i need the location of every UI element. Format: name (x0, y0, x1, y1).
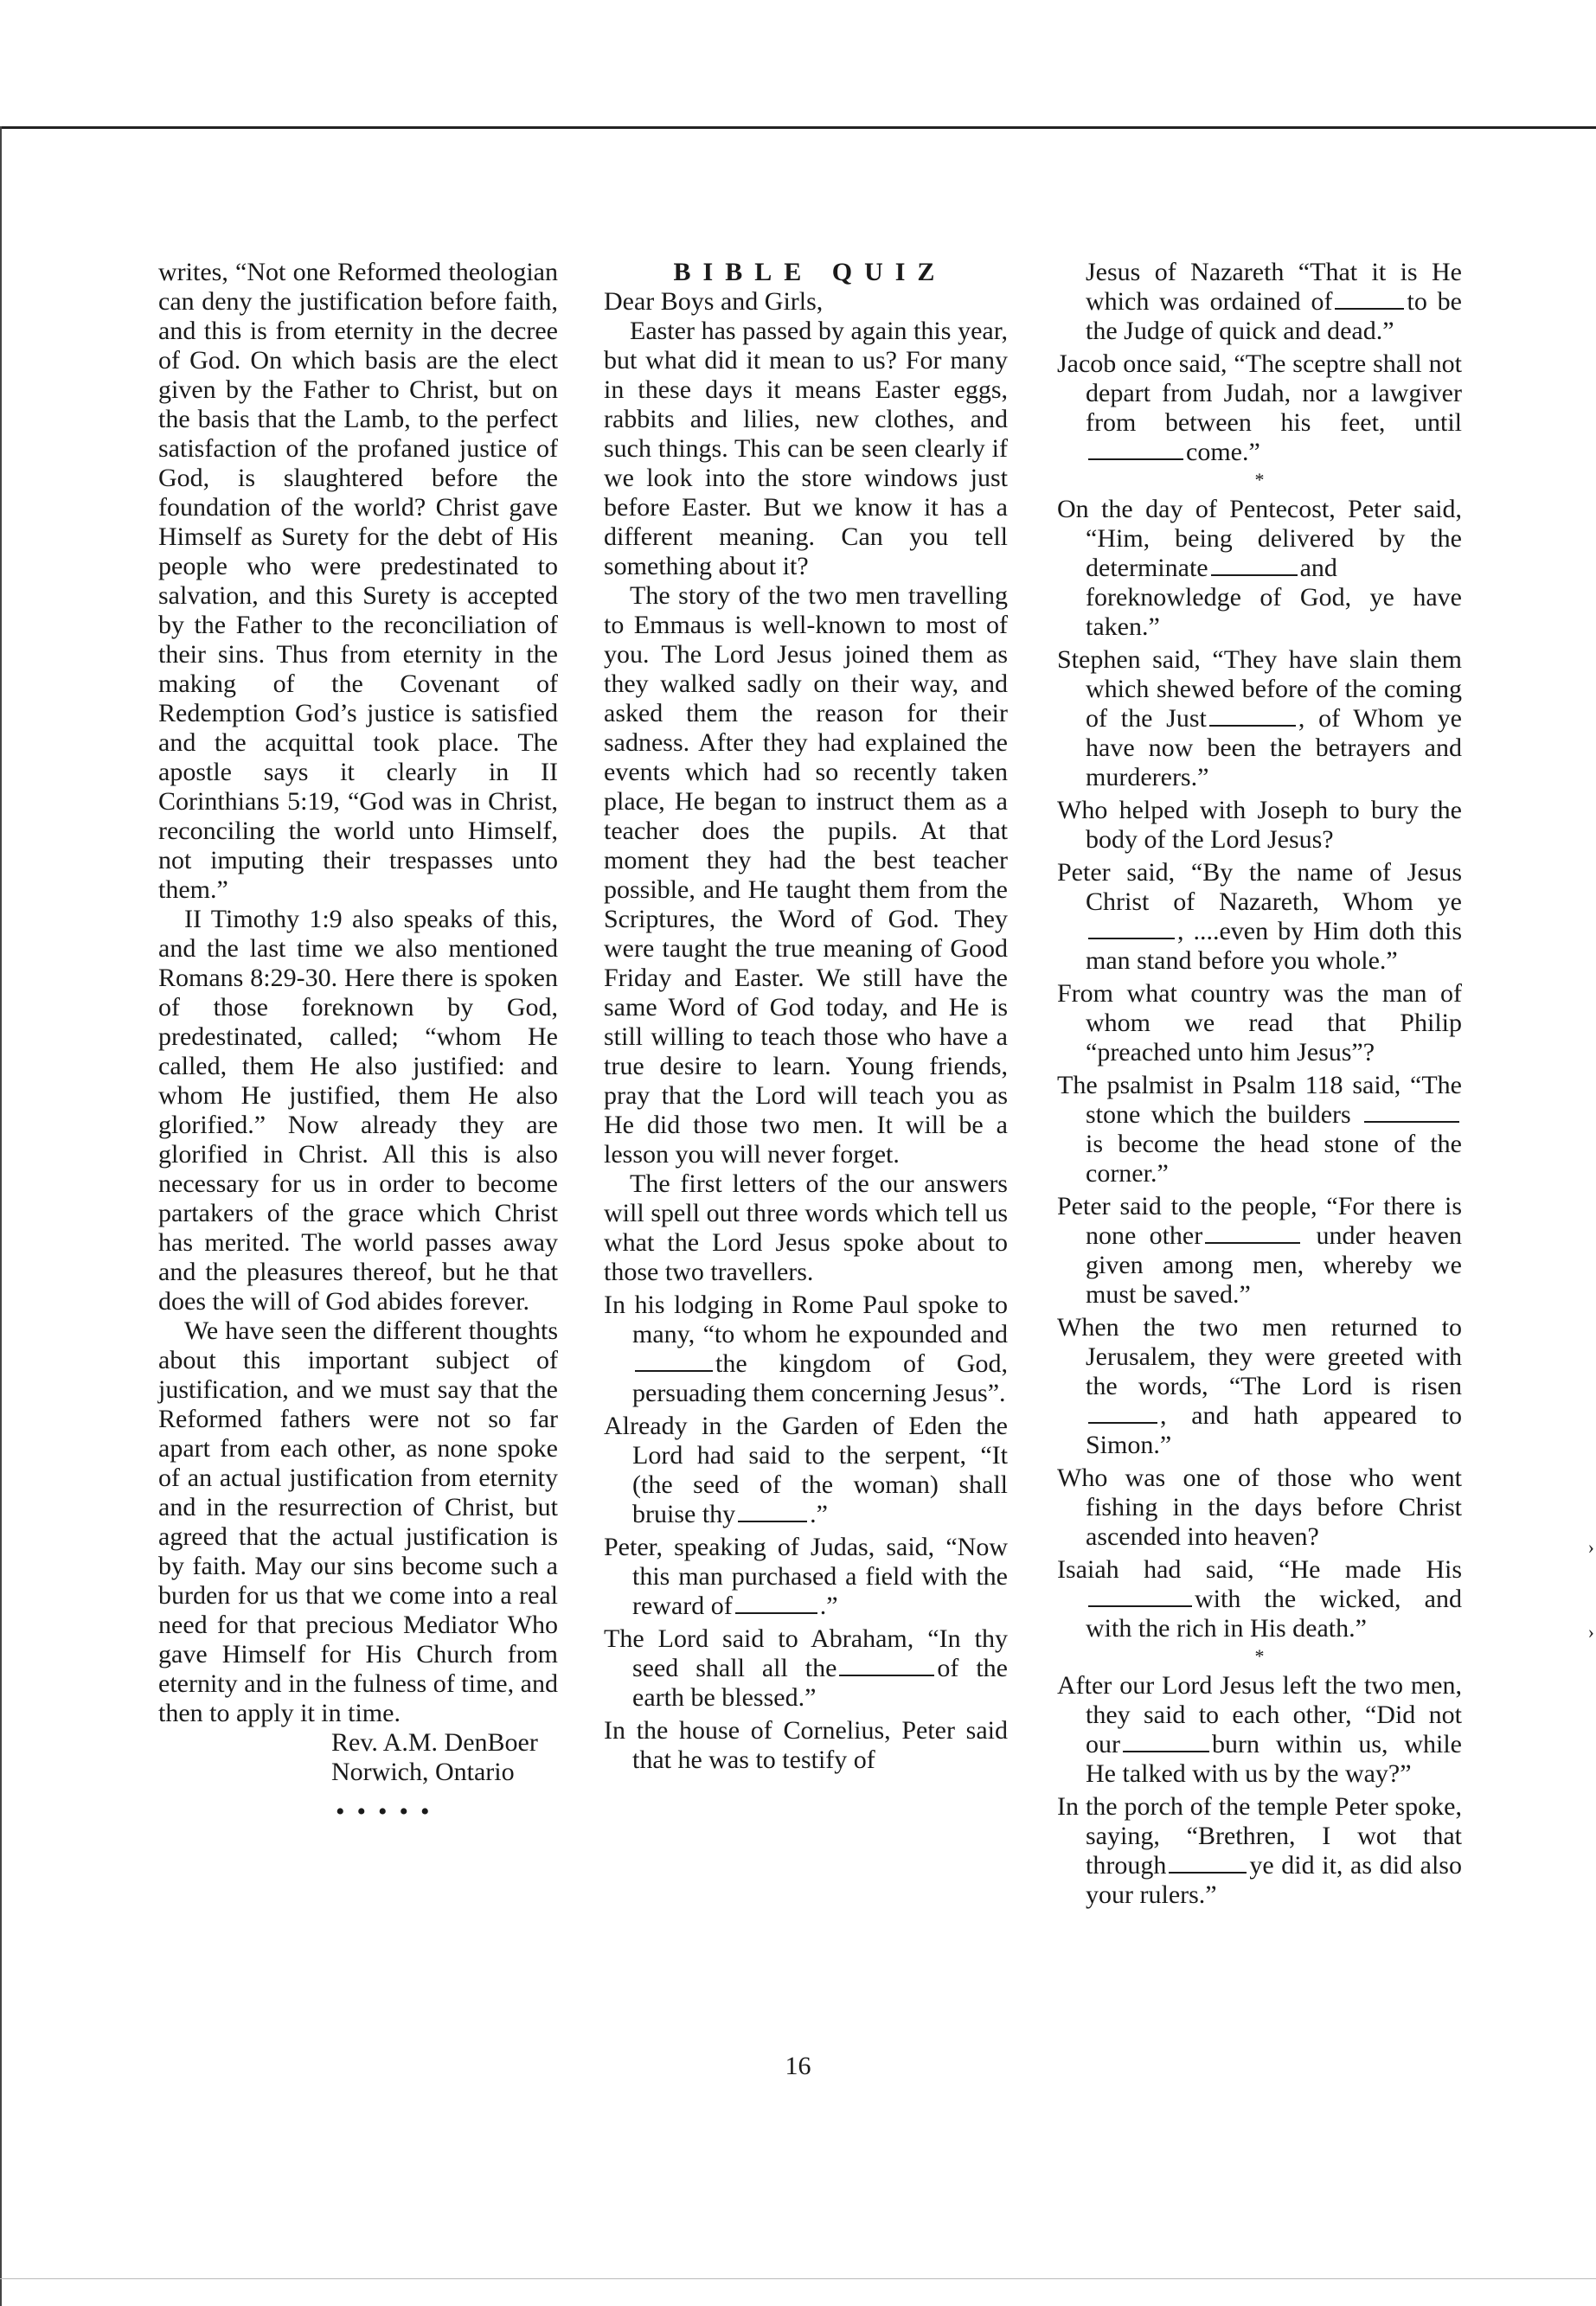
left-page-edge (0, 126, 2, 2306)
quiz-question: After our Lord Jesus left the two men, they said to each other, “Did not our burn within us, while He talked with us by the way?” (1057, 1671, 1462, 1788)
quiz-question: Isaiah had said, “He made His with the wicked, and with the rich in His death.” (1057, 1555, 1462, 1643)
column-bible-quiz (604, 258, 1008, 1775)
answer-blank[interactable] (1088, 1419, 1157, 1424)
quiz-question: Peter said to the people, “For there is none other under heaven given among men, whereby we must be saved.” (1057, 1192, 1462, 1309)
answer-blank[interactable] (1205, 1239, 1300, 1244)
column-article-end (158, 258, 558, 1827)
column-quiz-continued (1057, 258, 1462, 1910)
signature-place: Norwich, Ontario (331, 1758, 515, 1786)
quiz-question: When the two men returned to Jerusalem, they were greeted with the words, “The Lord is risen, and hath appeared to Simon.” (1057, 1313, 1462, 1459)
answer-blank[interactable] (1088, 1602, 1192, 1607)
quiz-question: Peter, speaking of Judas, said, “Now this man purchased a field with the reward of .” (604, 1533, 1008, 1620)
answer-blank[interactable] (1209, 721, 1296, 727)
quiz-title: BIBLE QUIZ (673, 258, 947, 286)
separator-star: * (1254, 469, 1265, 490)
answer-blank[interactable] (635, 1367, 713, 1372)
quiz-question: Already in the Garden of Eden the Lord had said to the serpent, “It (the seed of the woman) shall bruise thy .” (604, 1412, 1008, 1528)
answer-blank[interactable] (738, 1517, 807, 1522)
page-number: 16 (785, 2052, 811, 2080)
article-paragraph: We have seen the different thoughts about this important subject of justification, and we must say that the Reformed fathers were not so far apart from each other, as none spoke of an actual justification from eternity and in the resurrection of Christ, but agreed that the actual justification is by faith. May our sins become such a burden for us that we come into a real need for that precious Mediator Who gave Himself for His Church from eternity and in the fulness of time, and then to apply it in time. (158, 1316, 558, 1727)
answer-blank[interactable] (1123, 1747, 1209, 1752)
answer-blank[interactable] (1335, 304, 1404, 310)
article-paragraph: II Timothy 1:9 also speaks of this, and the last time we also mentioned Romans 8:29-30. Here there is spoken of those foreknown by God, predestinated, called; “whom He called, them He also justified: and whom He justified, them He also glorified.” Now already they are glorified in Christ. All this is also necessary for us in order to become partakers of the grace which Christ has merited. The world passes away and the pleasures thereof, but he that does the will of God abides forever. (158, 905, 558, 1316)
quiz-question: In the porch of the temple Peter spoke, saying, “Brethren, I wot that through ye did it, as did also your rulers.” (1057, 1792, 1462, 1909)
quiz-question: Stephen said, “They have slain them which shewed before of the coming of the Just , of Whom ye have now been the betrayers and murderers.” (1057, 645, 1462, 791)
quiz-question: Who helped with Joseph to bury the body of the Lord Jesus? (1057, 796, 1462, 854)
separator-star: * (1254, 1645, 1265, 1667)
signature-name: Rev. A.M. DenBoer (331, 1728, 538, 1757)
bottom-border-rule (0, 2278, 1596, 2279)
quiz-question: The Lord said to Abraham, “In thy seed shall all the of the earth be blessed.” (604, 1624, 1008, 1712)
quiz-question: Peter said, “By the name of Jesus Christ of Nazareth, Whom ye , ....even by Him doth this man stand before you whole.” (1057, 858, 1462, 975)
quiz-question-continued: Jesus of Nazareth “That it is He which was ordained of to be the Judge of quick and dead.” (1086, 258, 1462, 345)
quiz-question: Jacob once said, “The sceptre shall not depart from Judah, nor a lawgiver from between his feet, untilcome.” (1057, 349, 1462, 466)
quiz-intro-paragraph: The first letters of the our answers will spell out three words which tell us what the Lord Jesus spoke about to those two travellers. (604, 1169, 1008, 1286)
quiz-intro-paragraph: The story of the two men travelling to Emmaus is well-known to most of you. The Lord Jesus joined them as they walked sadly on their way, and asked them the reason for their sadness. After they had explained the events which had so recently taken place, He began to instruct them as a teacher does the pupils. At that moment they had the best teacher possible, and He taught them from the Scriptures, the Word of God. They were taught the true meaning of Good Friday and Easter. We still have the same Word of God today, and He is still willing to teach those who have a true desire to learn. Young friends, pray that the Lord will teach you as He did those two men. It will be a lesson you will never forget. (604, 581, 1008, 1169)
quiz-question: The psalmist in Psalm 118 said, “The stone which the builders is become the head stone of the corner.” (1057, 1071, 1462, 1188)
answer-blank[interactable] (839, 1671, 934, 1676)
answer-blank[interactable] (1088, 934, 1175, 939)
answer-blank[interactable] (735, 1609, 817, 1614)
quiz-question: Who was one of those who went fishing in the days before Christ ascended into heaven? (1057, 1464, 1462, 1551)
quiz-salutation: Dear Boys and Girls, (604, 287, 824, 316)
top-border-rule (0, 126, 1596, 129)
article-paragraph: writes, “Not one Reformed theologian can deny the justification before faith, and this is from eternity in the decree of God. On which basis are the elect given by the Father to Christ, but on the basis that the Lamb, to the perfect satisfaction of the profaned justice of God, is slaughtered before the foundation of the world? Christ gave Himself as Surety for the debt of His people who were predestinated to salvation, and this Surety is accepted by the Father to the reconciliation of their sins. Thus from eternity in the making of the Covenant of Redemption God’s justice is satisfied and the acquittal took place. The apostle says it clearly in II Corinthians 5:19, “God was in Christ, reconciling the world unto Himself, not imputing their trespasses unto them.” (158, 258, 558, 904)
quiz-question: On the day of Pentecost, Peter said, “Him, being delivered by the determinate and foreknowledge of God, ye have taken.” (1057, 495, 1462, 641)
answer-blank[interactable] (1169, 1868, 1247, 1874)
answer-blank[interactable] (1088, 455, 1183, 460)
quiz-question: From what country was the man of whom we read that Philip “preached unto him Jesus”? (1057, 979, 1462, 1067)
margin-mark: › (1587, 1621, 1594, 1643)
answer-blank[interactable] (1364, 1118, 1459, 1123)
quiz-question: In his lodging in Rome Paul spoke to many, “to whom he expounded andthe kingdom of God, persuading them concerning Jesus”. (604, 1291, 1008, 1407)
margin-mark: › (1587, 1536, 1594, 1558)
answer-blank[interactable] (1211, 571, 1298, 576)
quiz-intro-paragraph: Easter has passed by again this year, but what did it mean to us? For many in these days it means Easter eggs, rabbits and lilies, new clothes, and such things. This can be seen clearly if we look into the store windows just before Easter. But we know it has a different meaning. Can you tell something about it? (604, 317, 1008, 580)
quiz-question: In the house of Cornelius, Peter said that he was to testify of (604, 1716, 1008, 1774)
section-divider-dots: ••••• (336, 1797, 442, 1826)
